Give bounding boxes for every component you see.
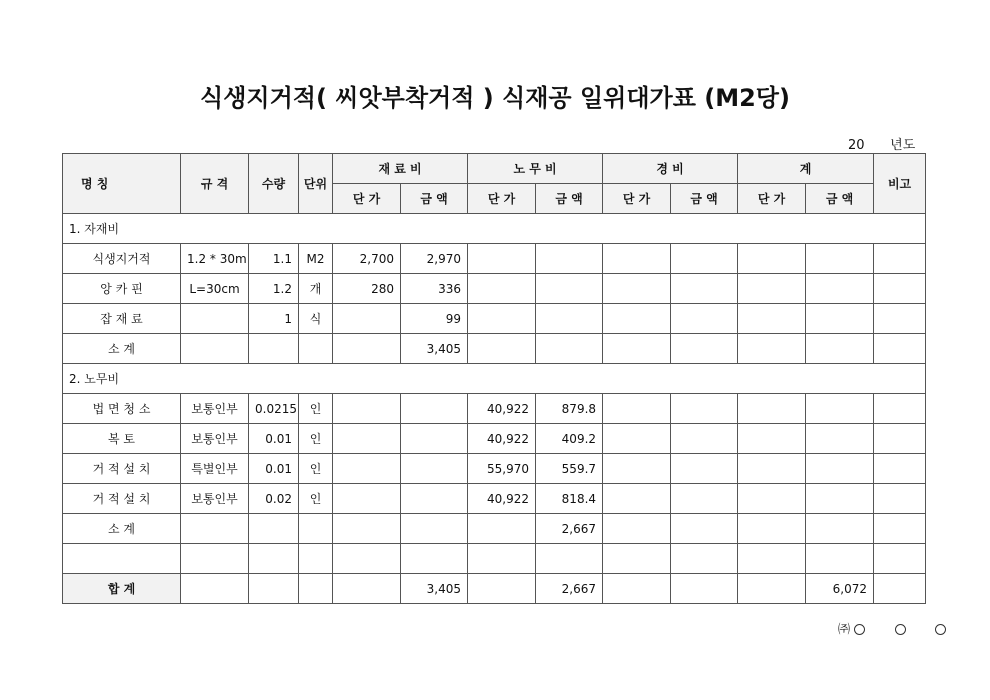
- unit-cost-table: [62, 153, 926, 604]
- item-name: 거 적 설 치: [63, 454, 181, 484]
- subtotal-label: 소 계: [63, 514, 181, 544]
- header-material: 재 료 비: [333, 154, 468, 184]
- seal-circle-icon: [895, 624, 906, 635]
- header-expense: 경 비: [603, 154, 738, 184]
- header-labor: 노 무 비: [468, 154, 603, 184]
- section-row-materials: [63, 214, 926, 244]
- mat-amount: 3,405: [401, 334, 468, 364]
- year-label: 년도: [890, 138, 916, 153]
- header-unit: 단위: [299, 154, 333, 214]
- year-number: 20: [848, 138, 865, 153]
- seal-area: [838, 620, 946, 637]
- blank-row: [63, 544, 926, 574]
- grand-total-label: 합 계: [63, 574, 181, 604]
- item-name: 법 면 청 소: [63, 394, 181, 424]
- seal-circle-icon: [854, 624, 865, 635]
- item-spec: 보통인부: [181, 424, 249, 454]
- header-mat-amount: 금 액: [401, 184, 468, 214]
- header-exp-amount: 금 액: [671, 184, 738, 214]
- lab-amount: 559.7: [536, 454, 603, 484]
- header-name-text: 명 칭: [81, 177, 109, 191]
- table-row: [63, 454, 926, 484]
- header-name: [63, 154, 181, 214]
- mat-amount: 336: [401, 274, 468, 304]
- subtotal-row-labor: [63, 514, 926, 544]
- item-unit: 식: [299, 304, 333, 334]
- section-label: 1. 자재비: [63, 214, 926, 244]
- item-name: 거 적 설 치: [63, 484, 181, 514]
- section-row-labor: [63, 364, 926, 394]
- item-spec: 보통인부: [181, 394, 249, 424]
- item-qty: 0.02: [249, 484, 299, 514]
- header-qty: 수량: [249, 154, 299, 214]
- lab-unit-price: 40,922: [468, 484, 536, 514]
- table-row: [63, 274, 926, 304]
- mat-amount: 2,970: [401, 244, 468, 274]
- header-lab-unit-price: 단 가: [468, 184, 536, 214]
- item-spec: 1.2 * 30m: [181, 244, 249, 274]
- header-tot-amount: 금 액: [806, 184, 874, 214]
- item-name: 복 토: [63, 424, 181, 454]
- grand-total-row: [63, 574, 926, 604]
- header-tot-unit-price: 단 가: [738, 184, 806, 214]
- item-qty: 0.0215: [249, 394, 299, 424]
- item-qty: [249, 334, 299, 364]
- header-row-1: [63, 154, 926, 184]
- item-spec: [181, 304, 249, 334]
- item-spec: [181, 514, 249, 544]
- item-name: 앙 카 핀: [63, 274, 181, 304]
- item-qty: 1.2: [249, 274, 299, 304]
- item-name: 잡 재 료: [63, 304, 181, 334]
- header-spec: 규 격: [181, 154, 249, 214]
- lab-unit-price: 55,970: [468, 454, 536, 484]
- item-unit: 개: [299, 274, 333, 304]
- item-spec: 특별인부: [181, 454, 249, 484]
- item-qty: 0.01: [249, 424, 299, 454]
- header-lab-amount: 금 액: [536, 184, 603, 214]
- subtotal-label: 소 계: [63, 334, 181, 364]
- mat-unit-price: 2,700: [333, 244, 401, 274]
- item-qty: 0.01: [249, 454, 299, 484]
- item-unit: 인: [299, 454, 333, 484]
- item-qty: [249, 514, 299, 544]
- item-qty: 1: [249, 304, 299, 334]
- table-row: [63, 304, 926, 334]
- page-title: 식생지거적( 씨앗부착거적 ) 식재공 일위대가표 (M2당): [200, 84, 790, 112]
- item-unit: [299, 334, 333, 364]
- seal-mark: ㈜: [838, 622, 851, 636]
- section-label: 2. 노무비: [63, 364, 926, 394]
- mat-amount: 99: [401, 304, 468, 334]
- seal-circle-icon: [935, 624, 946, 635]
- grand-total-amount: 6,072: [806, 574, 874, 604]
- item-unit: M2: [299, 244, 333, 274]
- lab-unit-price: 40,922: [468, 424, 536, 454]
- item-unit: [299, 514, 333, 544]
- table-row: [63, 484, 926, 514]
- header-total: 계: [738, 154, 874, 184]
- item-name: 식생지거적: [63, 244, 181, 274]
- table-row: [63, 424, 926, 454]
- item-spec: [181, 334, 249, 364]
- item-spec: L=30cm: [181, 274, 249, 304]
- lab-amount: 879.8: [536, 394, 603, 424]
- table-row: [63, 244, 926, 274]
- mat-unit-price: [333, 334, 401, 364]
- lab-unit-price: [468, 514, 536, 544]
- header-mat-unit-price: 단 가: [333, 184, 401, 214]
- item-unit: 인: [299, 484, 333, 514]
- table-row: [63, 394, 926, 424]
- lab-unit-price: 40,922: [468, 394, 536, 424]
- header-remarks: 비고: [874, 154, 926, 214]
- item-unit: 인: [299, 424, 333, 454]
- lab-amount: 2,667: [536, 514, 603, 544]
- mat-unit-price: [333, 304, 401, 334]
- header-exp-unit-price: 단 가: [603, 184, 671, 214]
- year-field: [848, 134, 915, 153]
- item-qty: 1.1: [249, 244, 299, 274]
- lab-amount: 409.2: [536, 424, 603, 454]
- grand-total-labor: 2,667: [536, 574, 603, 604]
- lab-amount: 818.4: [536, 484, 603, 514]
- grand-total-material: 3,405: [401, 574, 468, 604]
- item-spec: 보통인부: [181, 484, 249, 514]
- subtotal-row-materials: [63, 334, 926, 364]
- item-unit: 인: [299, 394, 333, 424]
- mat-unit-price: 280: [333, 274, 401, 304]
